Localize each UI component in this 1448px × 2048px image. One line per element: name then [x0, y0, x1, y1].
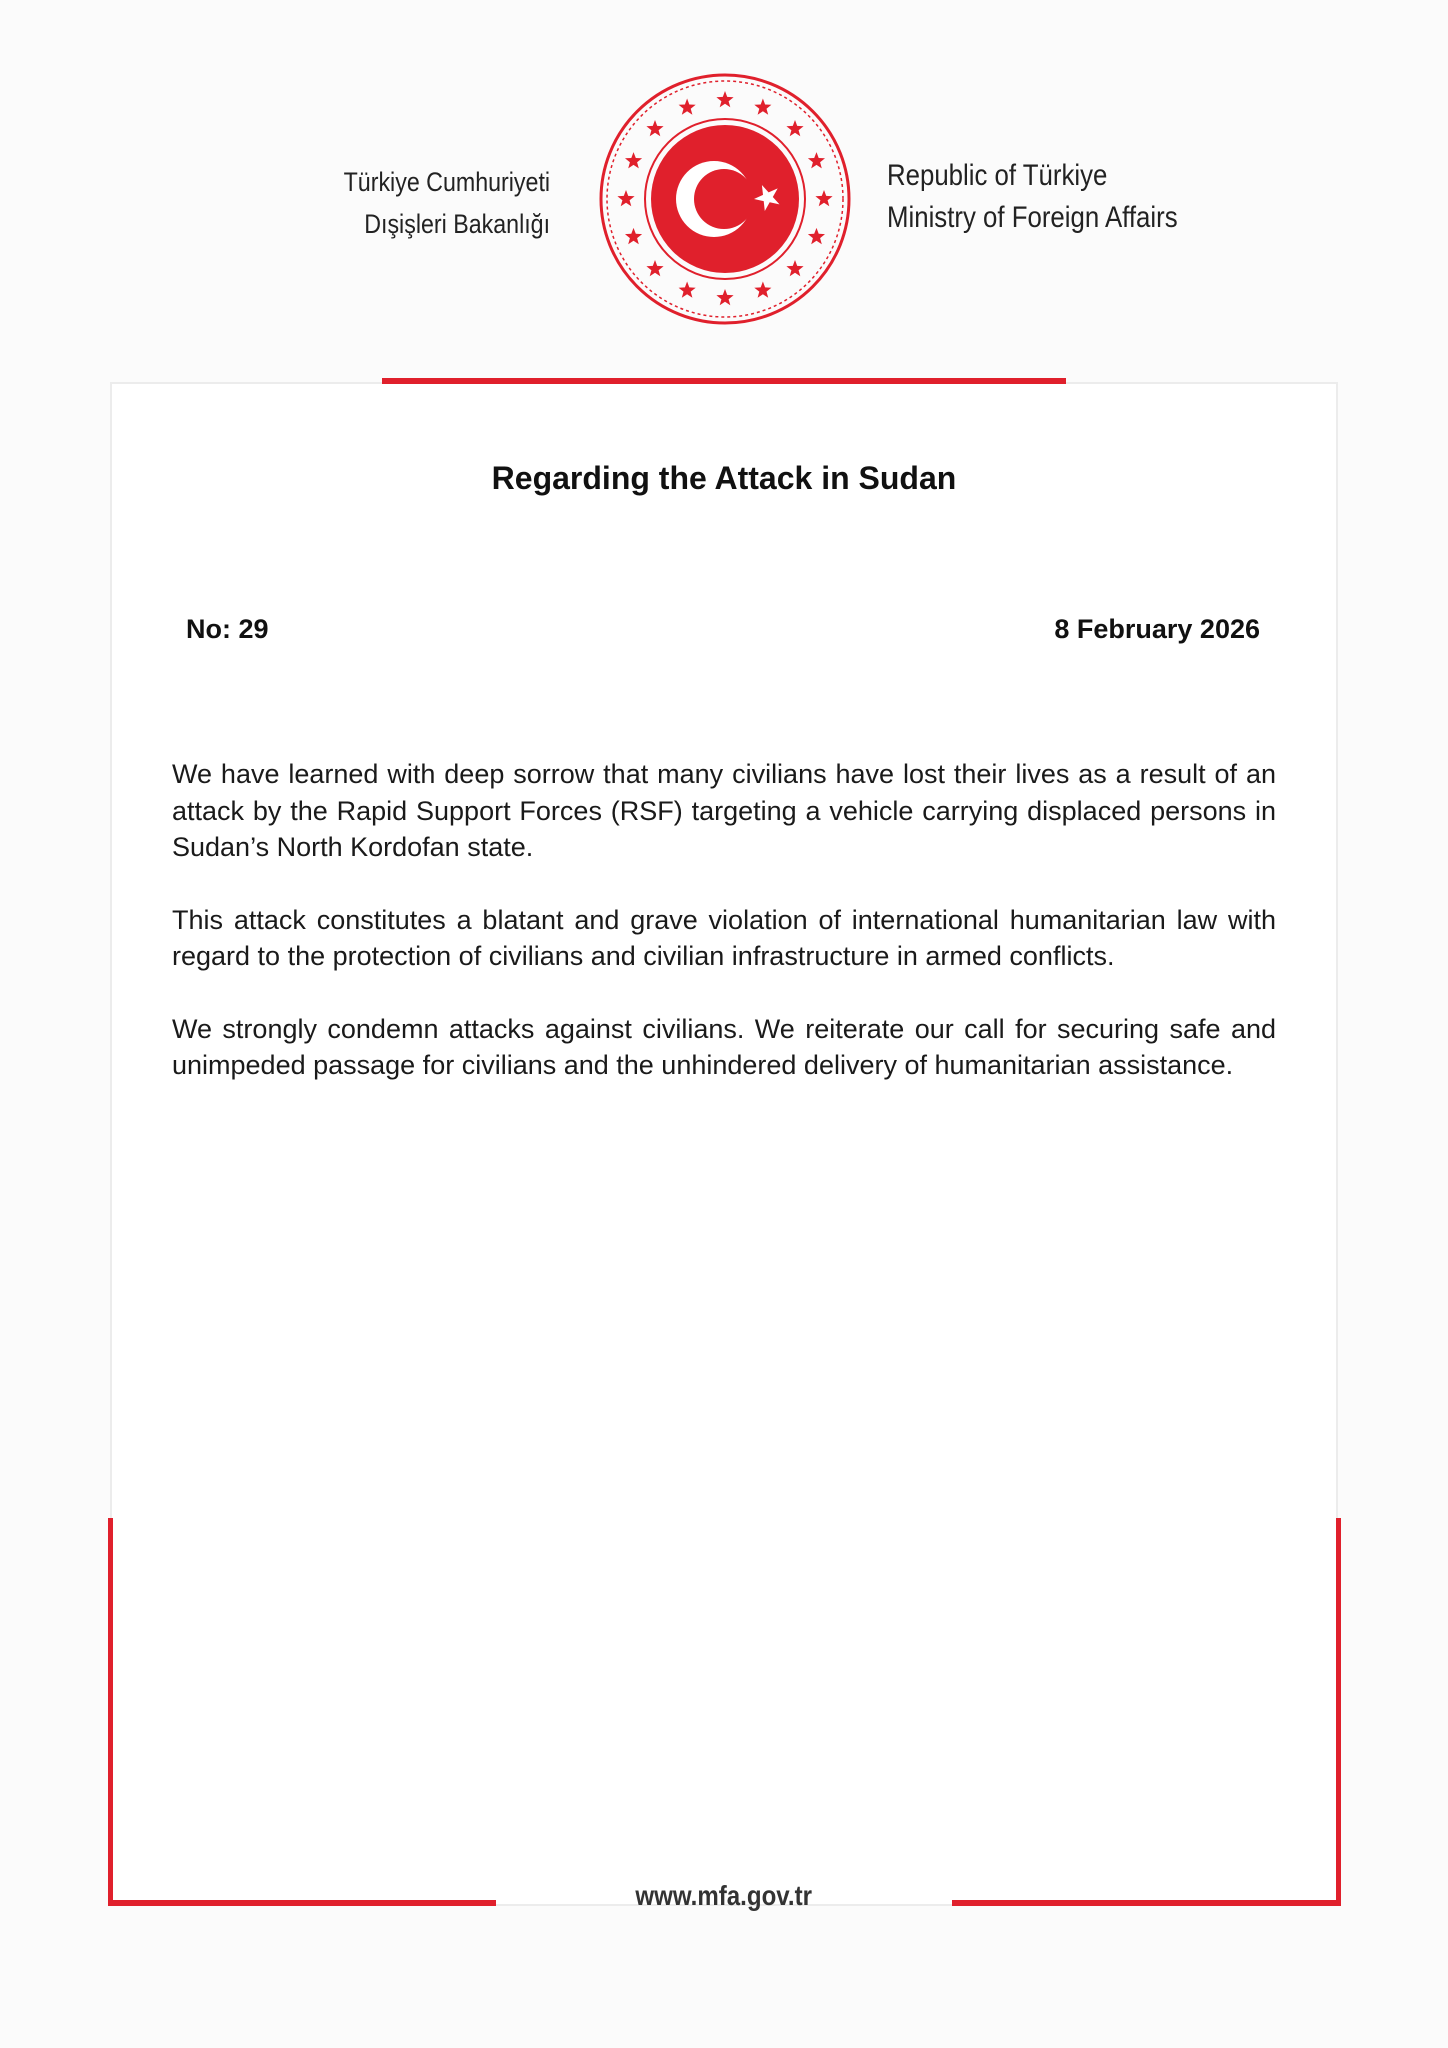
- body-paragraph: This attack constitutes a blatant and grave violation of international humanitarian law with regard to the protection of civilians and civilian infrastructure in armed conflicts.: [172, 904, 1276, 971]
- header-turkish-line2: Dışişleri Bakanlığı: [364, 209, 550, 239]
- seal-ring-star: [646, 120, 663, 136]
- frame-accent-top: [382, 378, 1066, 384]
- header-english-name: [887, 155, 1178, 239]
- frame-accent-right: [1336, 1518, 1341, 1906]
- document-frame: [110, 382, 1338, 1906]
- seal-ring-star: [679, 99, 696, 115]
- seal-ring-star: [646, 260, 663, 276]
- statement-date: 8 February 2026: [1054, 614, 1260, 644]
- header-english-line2: Ministry of Foreign Affairs: [887, 201, 1178, 234]
- seal-ring-star: [679, 282, 696, 298]
- state-seal-icon: [596, 70, 854, 328]
- seal-ring-star: [808, 228, 825, 244]
- seal-ring-star: [815, 190, 832, 206]
- document-title: Regarding the Attack in Sudan: [491, 460, 957, 496]
- seal-ring-star: [754, 282, 771, 298]
- body-paragraph: We strongly condemn attacks against civilians. We reiterate our call for securing safe and unimpeded passage for civilians and the unhindered delivery of humanitarian assistance.: [172, 1013, 1276, 1080]
- body-paragraph: We have learned with deep sorrow that many civilians have lost their lives as a result of an attack by the Rapid Support Forces (RSF) targeting a vehicle carrying displaced persons in Sudan’s North Kordofan state.: [172, 759, 1276, 862]
- header-turkish-name: [344, 161, 550, 245]
- seal-ring-star: [754, 99, 771, 115]
- seal-ring-star: [716, 289, 733, 305]
- seal-ring-star: [625, 152, 642, 168]
- seal-ring-star: [625, 228, 642, 244]
- statement-body: [172, 756, 1276, 1120]
- footer-website[interactable]: [0, 1880, 1448, 1912]
- header-english-line1: Republic of Türkiye: [887, 159, 1108, 192]
- seal-ring-star: [716, 91, 733, 107]
- website-link[interactable]: www.mfa.gov.tr: [635, 1880, 813, 1911]
- header-turkish-line1: Türkiye Cumhuriyeti: [343, 167, 550, 197]
- frame-accent-left: [108, 1518, 113, 1906]
- seal-ring-star: [786, 260, 803, 276]
- statement-number: No: 29: [186, 614, 269, 644]
- seal-ring-star: [786, 120, 803, 136]
- seal-ring-star: [808, 152, 825, 168]
- seal-ring-star: [617, 190, 634, 206]
